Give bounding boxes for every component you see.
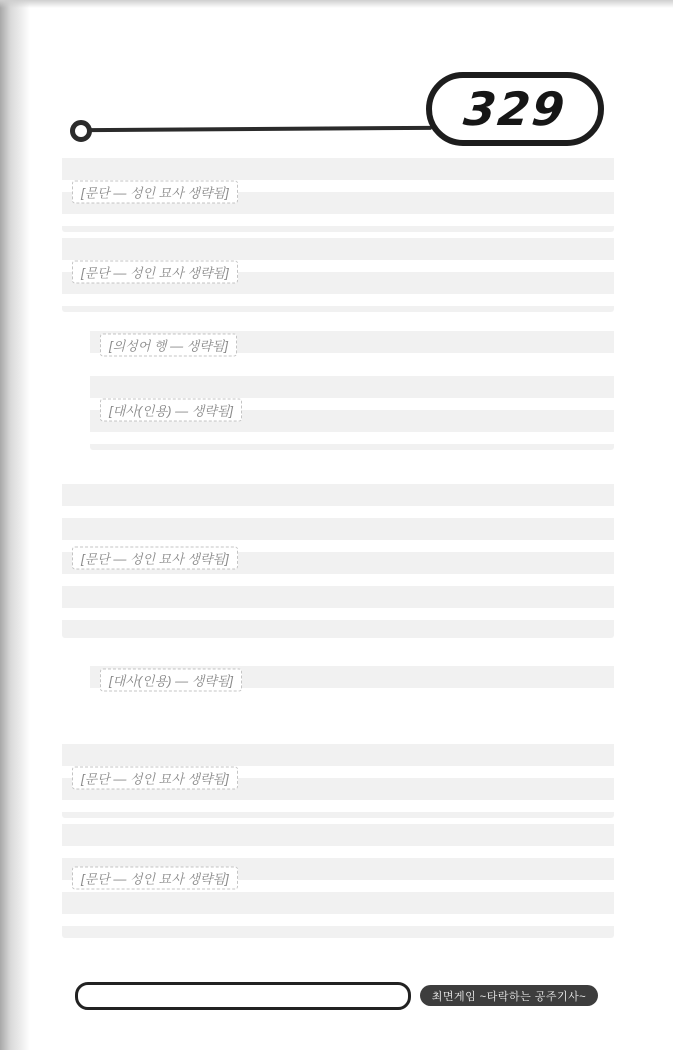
redaction-label: [문단 — 성인 묘사 생략됨] (72, 261, 238, 284)
redaction-label: [문단 — 성인 묘사 생략됨] (72, 547, 238, 570)
body-text-area (62, 152, 614, 938)
redaction-label: [문단 — 성인 묘사 생략됨] (72, 181, 238, 204)
redacted-paragraph (62, 152, 614, 232)
footer-series-title: 최면게임 ~타락하는 공주기사~ (431, 990, 587, 1003)
page-number-badge (426, 72, 604, 146)
redacted-paragraph (62, 818, 614, 938)
redacted-sfx-line (90, 325, 614, 365)
redaction-label: [문단 — 성인 묘사 생략됨] (72, 867, 238, 890)
redacted-paragraph (62, 478, 614, 638)
footer-series-pill (420, 985, 598, 1006)
redaction-label: [문단 — 성인 묘사 생략됨] (72, 767, 238, 790)
scan-edge-shadow-left (0, 0, 30, 1050)
redacted-paragraph (62, 232, 614, 312)
redaction-label: [대사(인용) — 생략됨] (100, 669, 242, 692)
page-number: 329 (461, 82, 569, 136)
footer-empty-pill (75, 982, 411, 1010)
header-rule (88, 126, 432, 132)
scan-edge-shadow-top (0, 0, 673, 8)
redaction-label: [대사(인용) — 생략됨] (100, 399, 242, 422)
redacted-quote-line (90, 370, 614, 450)
redacted-quote-line (90, 660, 614, 700)
redaction-label: [의성어 행 — 생략됨] (100, 334, 237, 357)
redacted-paragraph (62, 738, 614, 818)
